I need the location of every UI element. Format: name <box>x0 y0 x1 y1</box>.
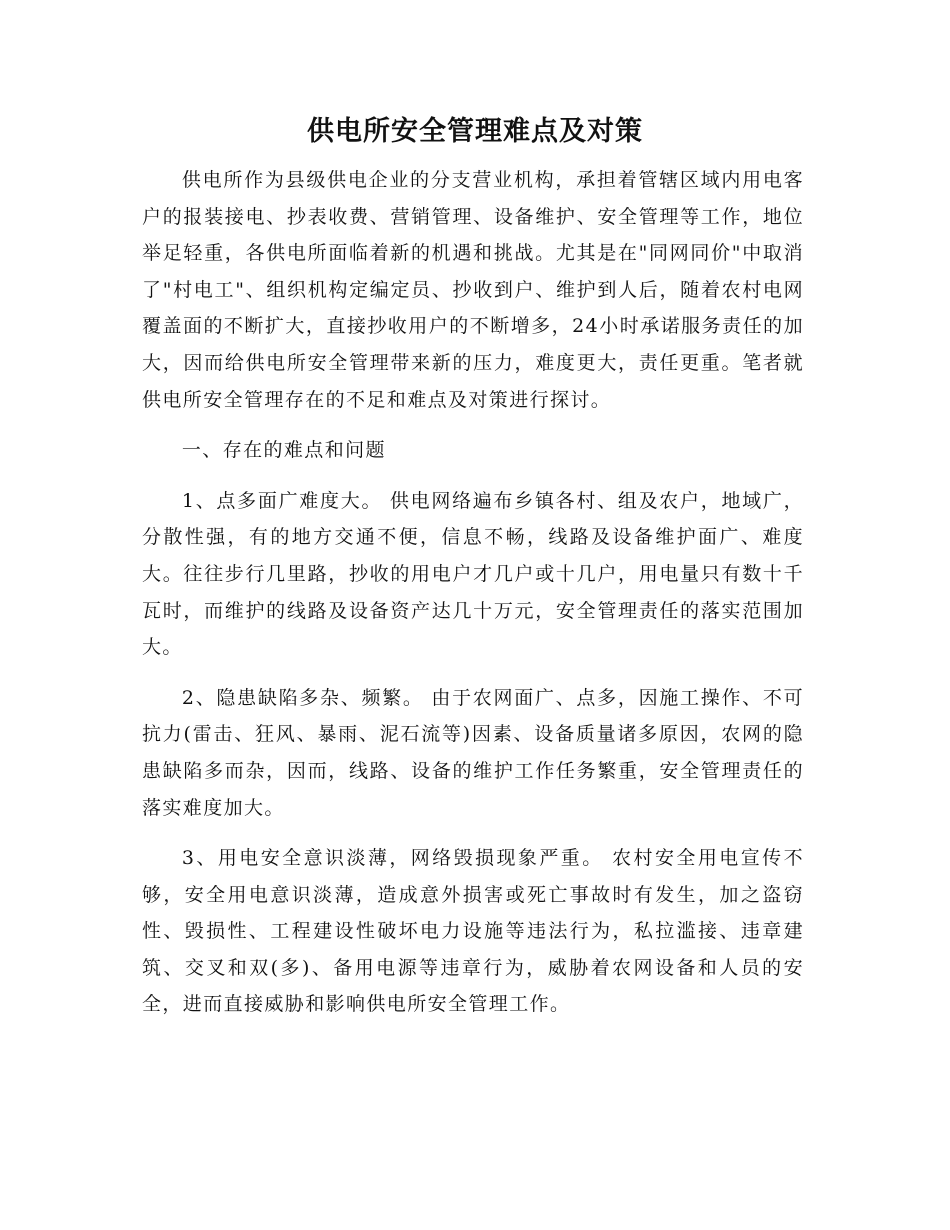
intro-paragraph: 供电所作为县级供电企业的分支营业机构，承担着管辖区域内用电客户的报装接电、抄表收费、营销管理、设备维护、安全管理等工作，地位举足轻重，各供电所面临着新的机遇和挑战。尤其是在"同网同价"中取消了"村电工"、组织机构定编定员、抄收到户、维护到人后，随着农村电网覆盖面的不断扩大，直接抄收用户的不断增多，24小时承诺服务责任的加大，因而给供电所安全管理带来新的压力，难度更大，责任更重。笔者就供电所安全管理存在的不足和难点及对策进行探讨。 <box>142 169 804 411</box>
section-heading: 一、存在的难点和问题 <box>181 439 386 462</box>
point-paragraph-3: 3、用电安全意识淡薄，网络毁损现象严重。 农村安全用电宣传不够，安全用电意识淡薄，造成意外损害或死亡事故时有发生，加之盗窃性、毁损性、工程建设性破坏电力设施等违法行为，私拉滥接、违章建筑、交叉和双(多)、备用电源等违章行为，威胁着农网设备和人员的安全，进而直接威胁和影响供电所安全管理工作。 <box>142 847 804 1016</box>
point-paragraph-2: 2、隐患缺陷多杂、频繁。 由于农网面广、点多，因施工操作、不可抗力(雷击、狂风、暴雨、泥石流等)因素、设备质量诸多原因，农网的隐患缺陷多而杂，因而，线路、设备的维护工作任务繁重，安全管理责任的落实难度加大。 <box>142 686 804 819</box>
document-body <box>142 162 804 1023</box>
document-title: 供电所安全管理难点及对策 <box>307 116 643 147</box>
point-paragraph-1: 1、点多面广难度大。 供电网络遍布乡镇各村、组及农户，地域广，分散性强，有的地方交通不便，信息不畅，线路及设备维护面广、难度大。往往步行几里路，抄收的用电户才几户或十几户，用电量只有数十千瓦时，而维护的线路及设备资产达几十万元，安全管理责任的落实范围加大。 <box>142 489 804 659</box>
